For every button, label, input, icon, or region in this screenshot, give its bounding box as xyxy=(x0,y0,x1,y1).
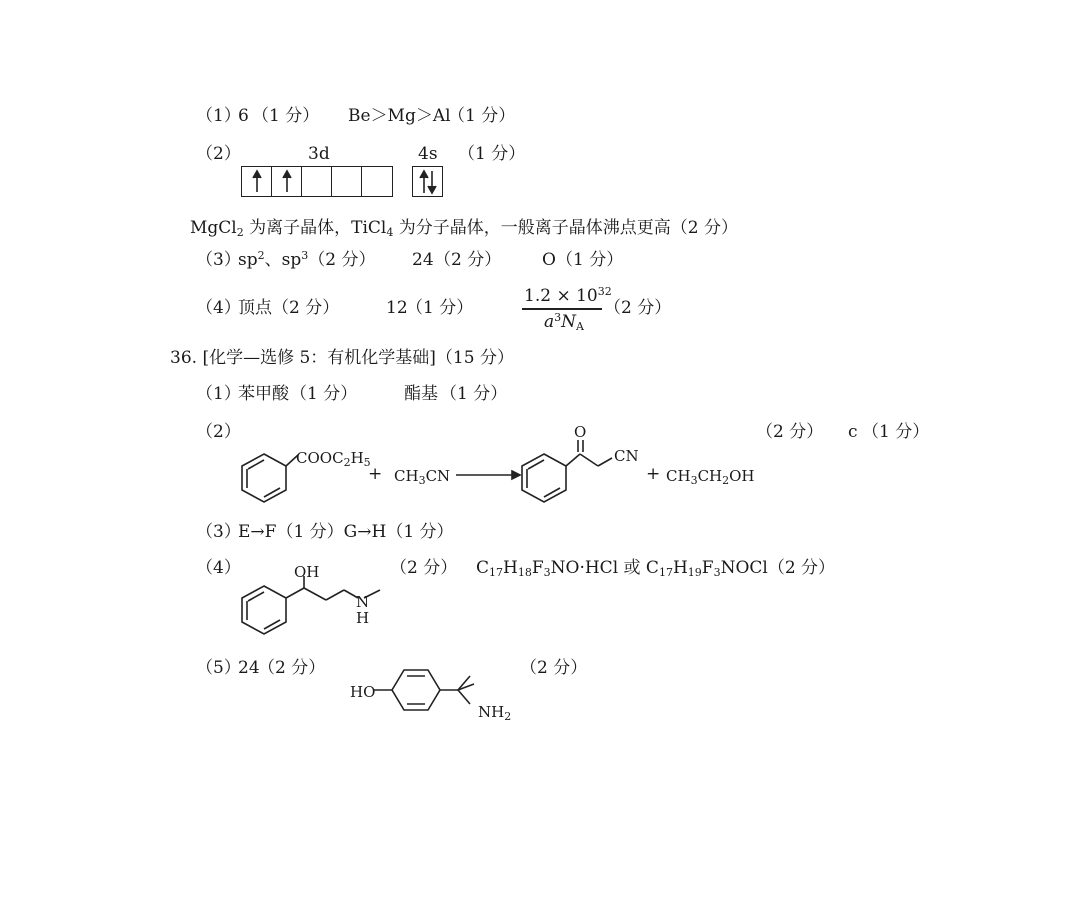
p2-q4-formula: $C_{17}H_{18}F_3NO\cdot HCl$ 或 $C_{17}H_{19}F_3NOCl(2$ 分） xyxy=(476,558,836,579)
amine-n-label: N xyxy=(356,593,370,611)
p2-q2-answer-c: c xyxy=(848,422,858,442)
q2-score: （1 分） xyxy=(458,144,526,164)
electron-pair-arrows-icon xyxy=(413,167,443,197)
phenol-ho-label: HO xyxy=(350,683,376,701)
plus-sign-1: + xyxy=(368,464,383,484)
p2-q1-score-a: （1 分） xyxy=(290,384,358,404)
q4-answer-b: 12 xyxy=(386,298,408,318)
q1-score-a: （1 分） xyxy=(252,106,320,126)
p2-q5-answer-a: 24 xyxy=(238,658,260,678)
q1-score-b: （1 分） xyxy=(448,106,516,126)
q1-number: （1） xyxy=(196,106,241,126)
orbital-3d-box xyxy=(241,166,393,197)
p2-q5-score-a: （2 分） xyxy=(258,658,326,678)
amine-nh2-label: $NH_2$ xyxy=(478,703,512,723)
q2-number: （2） xyxy=(196,144,241,164)
q1-answer-b: Be＞Mg＞Al xyxy=(348,106,451,126)
p2-q4-number: （4） xyxy=(196,558,241,578)
q3-number: （3） xyxy=(196,250,241,270)
q2-explanation: MgCl$_2$ 为离子晶体，TiCl$_4$ 为分子晶体，一般离子晶体沸点更高（2 分） xyxy=(190,218,738,239)
p2-q5-score-b: （2 分） xyxy=(520,658,588,678)
p2-q1-answer-a: 苯甲酸 xyxy=(238,384,289,404)
p2-q1-number: （1） xyxy=(196,384,241,404)
q4-answer-a: 顶点 xyxy=(238,298,272,318)
orbital-label-4s: 4s xyxy=(418,144,438,164)
nitrile-label: CN xyxy=(614,447,639,465)
q1-answer-a: 6 xyxy=(238,106,249,126)
q3-answer-b: 24 xyxy=(412,250,434,270)
q3-score-b: （2 分） xyxy=(434,250,502,270)
benzoylacetonitrile-structure xyxy=(516,430,626,502)
p2-q3-answer: E→F（1 分）G→H（1 分） xyxy=(238,522,454,542)
ketone-oxygen-label: O xyxy=(574,423,587,441)
orbital-4s-box xyxy=(412,166,443,197)
q3-hybridization: $sp^2$、$sp^3(2$ 分） xyxy=(238,249,376,270)
aminophenol-structure xyxy=(374,662,494,722)
q3-answer-c: O xyxy=(542,250,556,270)
acetonitrile-label: $CH_3CN$ xyxy=(394,467,451,487)
ethanol-label: $CH_3CH_2OH$ xyxy=(666,467,755,487)
fraction-score: （2 分） xyxy=(604,298,672,318)
p2-q4-score: （2 分） xyxy=(390,558,458,578)
fraction-numerator: $1.2 \times 10^{32}$ xyxy=(524,285,612,306)
p2-q2-score: （2 分） xyxy=(756,422,824,442)
ester-group-label: $COOC_2H_5$ xyxy=(296,449,371,469)
p2-q1-score-b: （1 分） xyxy=(440,384,508,404)
hydroxyl-label: OH xyxy=(294,563,320,581)
p2-q3-number: （3） xyxy=(196,522,241,542)
p2-q2-score-c: （1 分） xyxy=(862,422,930,442)
q4-score-b: （1 分） xyxy=(406,298,474,318)
amine-h-label: H xyxy=(356,609,370,627)
section-36-heading: 36. [化学—选修 5：有机化学基础]（15 分） xyxy=(170,348,514,368)
fraction-denominator: $a^3N_A$ xyxy=(544,311,584,333)
p2-q1-answer-b: 酯基 xyxy=(404,384,438,404)
q3-score-c: （1 分） xyxy=(556,250,624,270)
p2-q5-number: （5） xyxy=(196,658,241,678)
reaction-arrow-icon xyxy=(454,468,524,482)
p2-q2-number: （2） xyxy=(196,422,241,442)
q4-score-a: （2 分） xyxy=(272,298,340,318)
fraction-bar xyxy=(522,308,602,310)
q4-number: （4） xyxy=(196,298,241,318)
plus-sign-2: + xyxy=(646,464,661,484)
orbital-label-3d: 3d xyxy=(308,144,330,164)
electron-up-arrow-icon xyxy=(242,167,392,197)
